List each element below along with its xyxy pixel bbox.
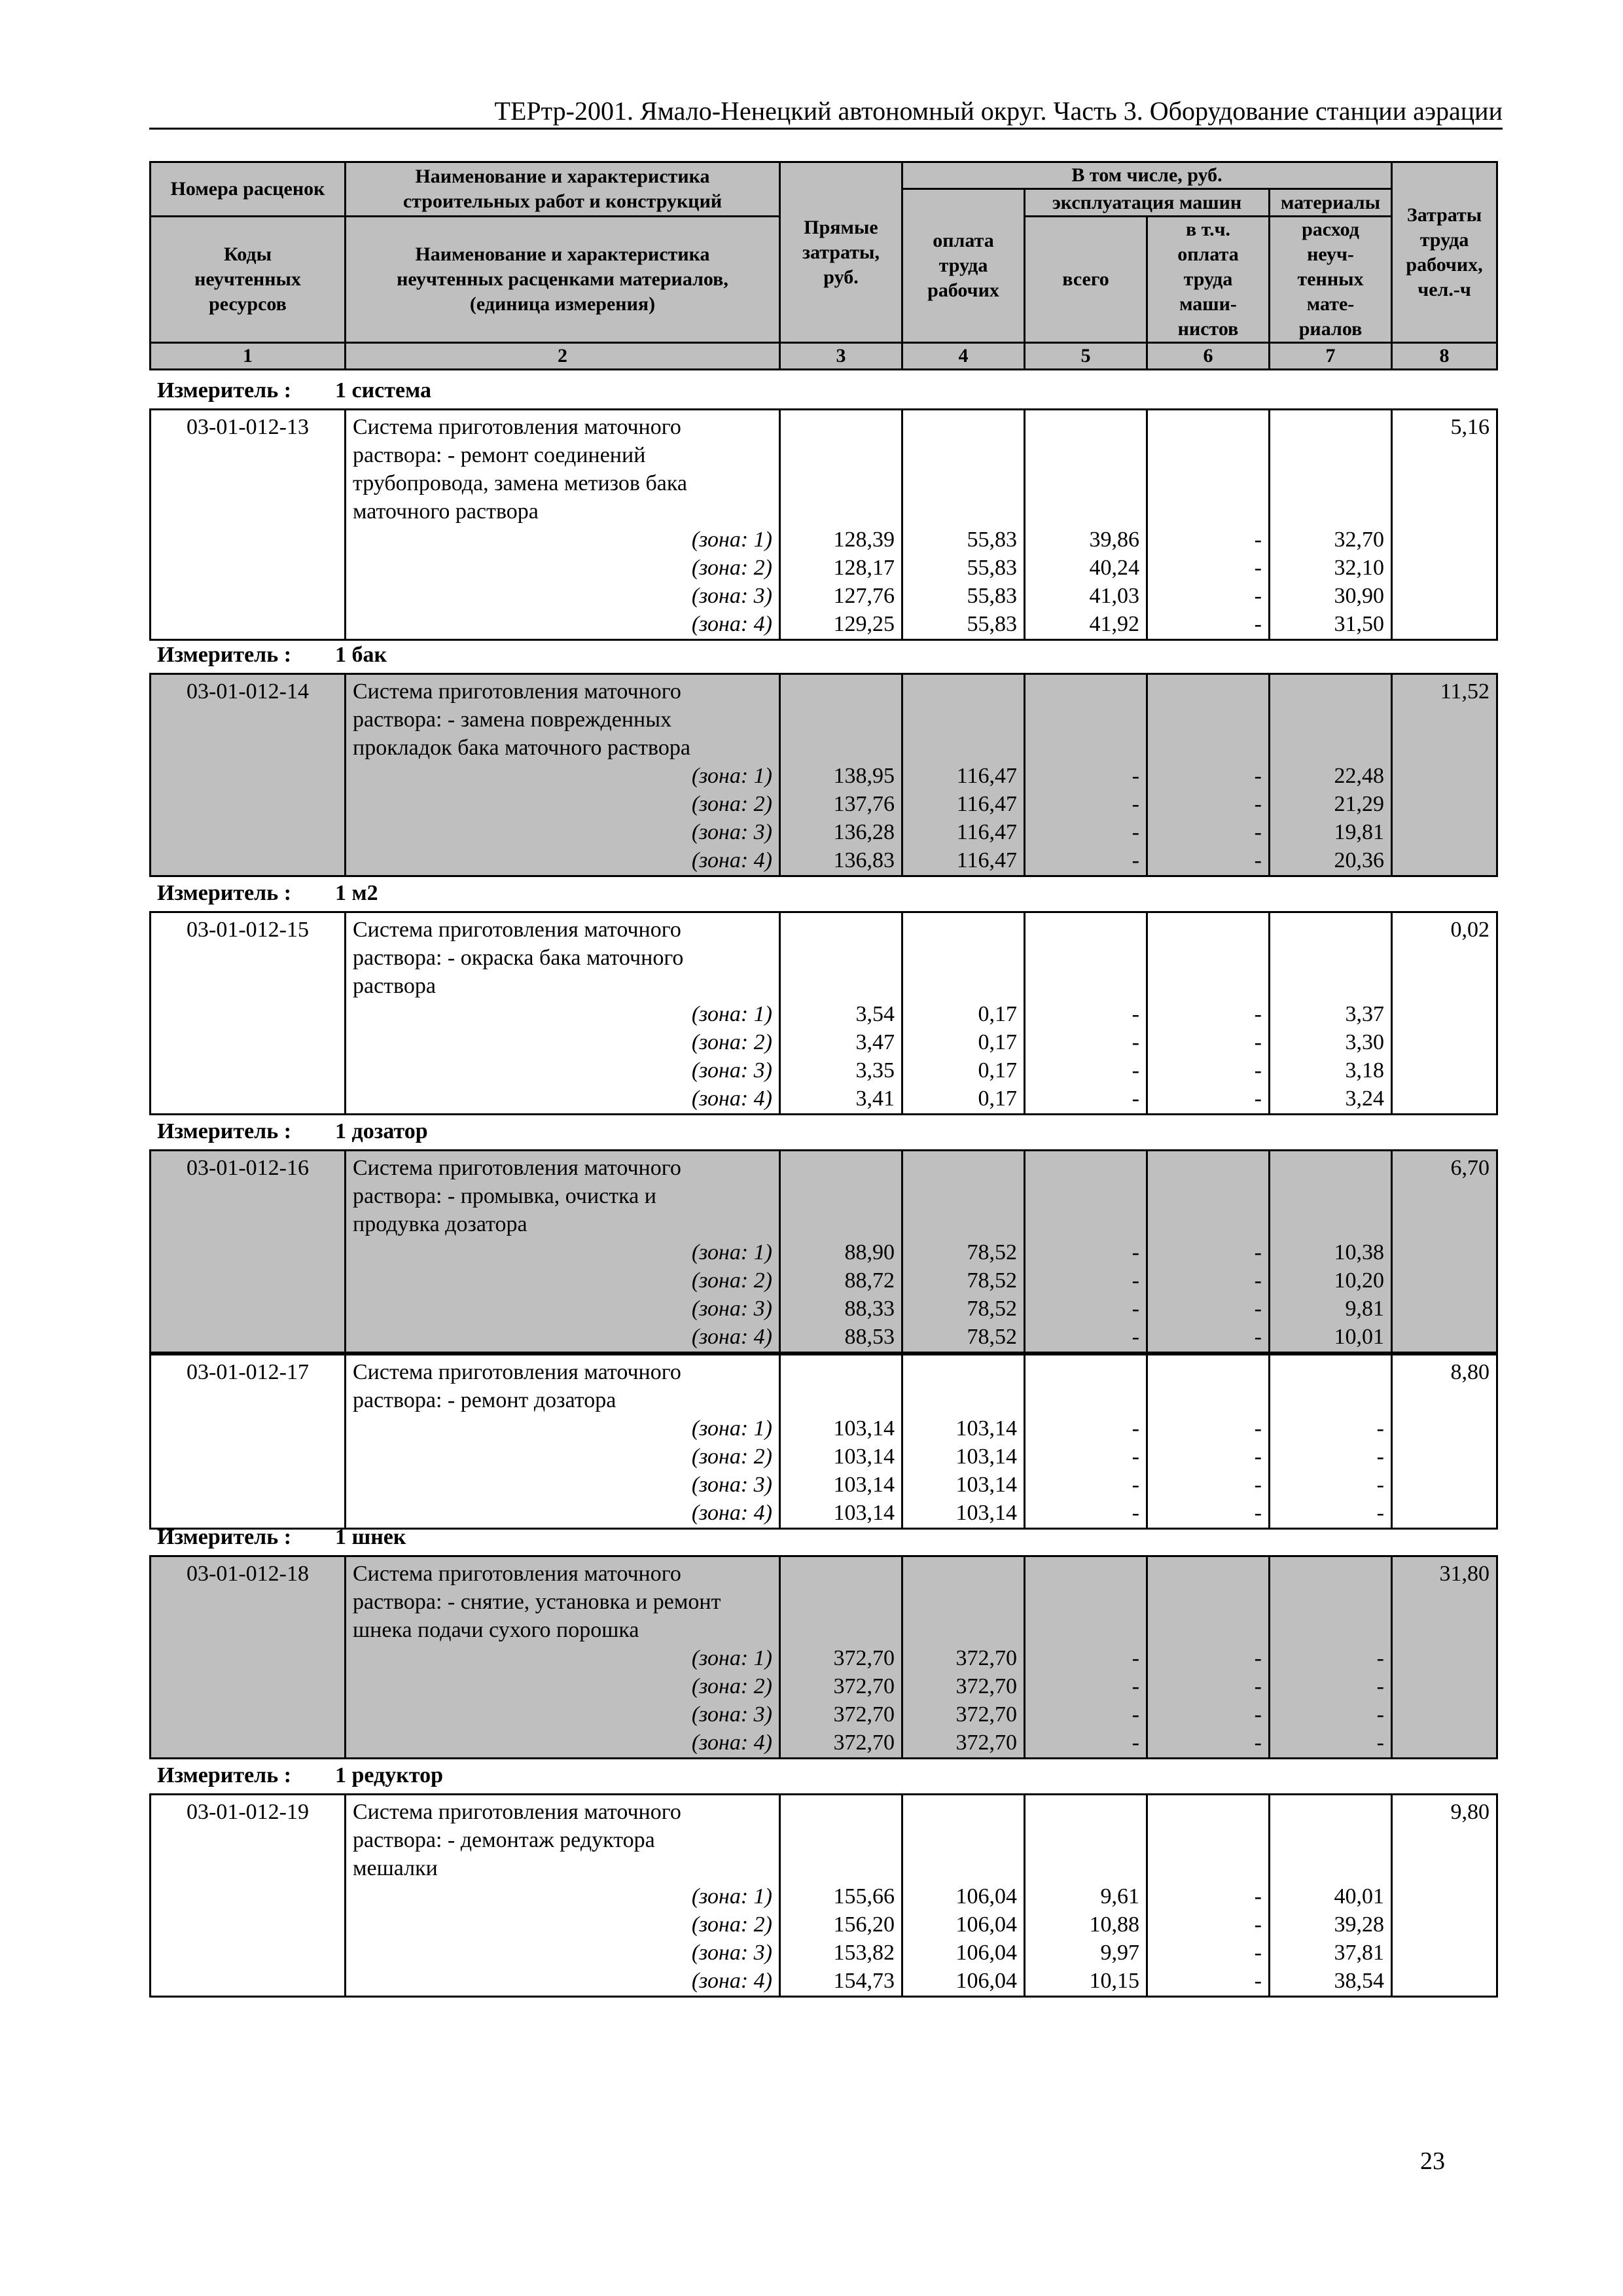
- rate-code: 03-01-012-13: [151, 410, 346, 640]
- direct-cost-value: 137,76: [833, 792, 895, 816]
- machinist-wages-value: -: [1254, 1297, 1262, 1321]
- material-cost-value: 31,50: [1334, 612, 1384, 636]
- material-cost-cell: [1270, 1556, 1392, 1759]
- worker-wages-value: 0,17: [978, 1086, 1017, 1111]
- rate-row: [149, 911, 1498, 1115]
- machine-cost-value: -: [1132, 1002, 1139, 1026]
- zone-label: (зона: 4): [691, 1325, 772, 1349]
- rate-row: [149, 408, 1498, 641]
- machinist-wages-cell: [1147, 1795, 1270, 1997]
- machine-cost-value: 41,03: [1089, 584, 1139, 608]
- zone-label: (зона: 4): [691, 1086, 772, 1111]
- material-cost-cell: [1270, 410, 1392, 640]
- table-header: [149, 161, 1498, 370]
- meter-unit: 1 редуктор: [335, 1763, 444, 1787]
- worker-wages-value: 116,47: [956, 764, 1017, 788]
- material-cost-value: 10,01: [1334, 1325, 1384, 1349]
- material-cost-cell: [1270, 674, 1392, 876]
- header-rate-numbers: Номера расценок: [151, 162, 346, 217]
- machinist-wages-value: -: [1254, 1941, 1262, 1965]
- machine-cost-cell: [1025, 674, 1147, 876]
- direct-cost-cell: [780, 912, 902, 1115]
- meter-line: [157, 1525, 406, 1550]
- worker-wages-value: 0,17: [978, 1002, 1017, 1026]
- rate-description: [346, 1556, 780, 1759]
- material-cost-value: 3,18: [1345, 1058, 1384, 1083]
- rate-row: [149, 1354, 1498, 1530]
- page-number: 23: [1420, 2147, 1445, 2175]
- machinist-wages-value: -: [1254, 1058, 1262, 1083]
- machine-cost-value: -: [1132, 1086, 1139, 1111]
- worker-wages-cell: [902, 1795, 1025, 1997]
- meter-unit: 1 м2: [335, 881, 378, 905]
- worker-wages-value: 106,04: [955, 1912, 1017, 1937]
- direct-cost-value: 153,82: [833, 1941, 895, 1965]
- zone-label: (зона: 2): [691, 792, 772, 816]
- worker-wages-value: 372,70: [955, 1702, 1017, 1727]
- worker-wages-value: 116,47: [956, 792, 1017, 816]
- machine-cost-value: -: [1132, 1297, 1139, 1321]
- zone-label: (зона: 2): [691, 1030, 772, 1054]
- direct-cost-cell: [780, 410, 902, 640]
- machinist-wages-value: -: [1254, 584, 1262, 608]
- zone-label: (зона: 1): [691, 1884, 772, 1909]
- material-cost-value: 3,37: [1345, 1002, 1384, 1026]
- machine-cost-value: -: [1132, 848, 1139, 872]
- meter-label: Измеритель :: [157, 881, 292, 905]
- zone-label: (зона: 3): [691, 1058, 772, 1083]
- machine-cost-value: -: [1132, 1268, 1139, 1293]
- machinist-wages-value: -: [1254, 1969, 1262, 1993]
- machinist-wages-value: -: [1254, 1030, 1262, 1054]
- machine-cost-cell: [1025, 1151, 1147, 1353]
- worker-wages-value: 372,70: [955, 1731, 1017, 1755]
- header-workers-wages: оплата труда рабочих: [902, 189, 1025, 343]
- worker-wages-value: 55,83: [967, 528, 1017, 552]
- zone-label: (зона: 4): [691, 1501, 772, 1525]
- material-cost-cell: [1270, 1795, 1392, 1997]
- column-number: 3: [780, 343, 902, 370]
- zone-label: (зона: 3): [691, 820, 772, 844]
- direct-cost-value: 3,54: [855, 1002, 895, 1026]
- direct-cost-cell: [780, 674, 902, 876]
- machine-cost-value: -: [1132, 1240, 1139, 1265]
- machinist-wages-value: -: [1254, 1473, 1262, 1497]
- direct-cost-value: 3,47: [855, 1030, 895, 1054]
- machinist-wages-value: -: [1254, 1268, 1262, 1293]
- material-cost-value: -: [1376, 1702, 1384, 1727]
- rate-row: [149, 1149, 1498, 1354]
- zone-label: (зона: 4): [691, 1969, 772, 1993]
- direct-cost-value: 372,70: [833, 1702, 895, 1727]
- description-line: раствора: - демонтаж редуктора: [353, 1828, 655, 1852]
- direct-cost-value: 88,33: [844, 1297, 895, 1321]
- machinist-wages-value: -: [1254, 1884, 1262, 1909]
- worker-wages-cell: [902, 1151, 1025, 1353]
- zone-label: (зона: 1): [691, 528, 772, 552]
- rate-row: [149, 673, 1498, 877]
- rate-description: [346, 410, 780, 640]
- machine-cost-cell: [1025, 410, 1147, 640]
- direct-cost-value: 155,66: [833, 1884, 895, 1909]
- worker-wages-value: 55,83: [967, 612, 1017, 636]
- worker-wages-cell: [902, 410, 1025, 640]
- worker-wages-cell: [902, 674, 1025, 876]
- worker-wages-cell: [902, 1556, 1025, 1759]
- description-line: раствора: - ремонт дозатора: [353, 1388, 616, 1412]
- material-cost-value: -: [1376, 1501, 1384, 1525]
- labor-cost-value: 6,70: [1392, 1151, 1497, 1353]
- header-direct-costs: Прямые затраты, руб.: [780, 162, 902, 343]
- zone-label: (зона: 3): [691, 1702, 772, 1727]
- machinist-wages-cell: [1147, 912, 1270, 1115]
- column-number: 5: [1025, 343, 1147, 370]
- direct-cost-value: 3,41: [855, 1086, 895, 1111]
- meter-line: [157, 643, 387, 668]
- worker-wages-value: 103,14: [955, 1501, 1017, 1525]
- meter-line: [157, 1119, 428, 1144]
- description-line: Система приготовления маточного: [353, 1360, 681, 1384]
- description-line: Система приготовления маточного: [353, 679, 681, 704]
- direct-cost-value: 3,35: [855, 1058, 895, 1083]
- machine-cost-value: 9,97: [1100, 1941, 1139, 1965]
- header-materials-usage: расход неуч- тенных мате- риалов: [1270, 217, 1392, 343]
- material-cost-value: 10,38: [1334, 1240, 1384, 1265]
- description-line: раствора: - ремонт соединений: [353, 443, 646, 467]
- direct-cost-value: 129,25: [833, 612, 895, 636]
- description-line: раствора: [353, 974, 436, 998]
- description-line: раствора: - замена поврежденных: [353, 708, 672, 732]
- material-cost-value: 40,01: [1334, 1884, 1384, 1909]
- rate-description: [346, 912, 780, 1115]
- direct-cost-cell: [780, 1795, 902, 1997]
- machine-cost-cell: [1025, 1795, 1147, 1997]
- machinist-wages-value: -: [1254, 1702, 1262, 1727]
- machine-cost-value: 41,92: [1089, 612, 1139, 636]
- direct-cost-value: 103,14: [833, 1501, 895, 1525]
- description-line: раствора: - окраска бака маточного: [353, 946, 684, 970]
- machine-cost-value: -: [1132, 1444, 1139, 1469]
- rate-row: [149, 1793, 1498, 1998]
- description-line: Система приготовления маточного: [353, 1800, 681, 1824]
- header-unaccounted-materials: Наименование и характеристика неучтенных расценками материалов, (единица измерения): [346, 217, 780, 343]
- machine-cost-value: 9,61: [1100, 1884, 1139, 1909]
- direct-cost-value: 103,14: [833, 1444, 895, 1469]
- description-line: маточного раствора: [353, 499, 539, 524]
- meter-line: [157, 1763, 443, 1788]
- worker-wages-value: 0,17: [978, 1030, 1017, 1054]
- rate-description: [346, 1151, 780, 1353]
- rate-code: 03-01-012-19: [151, 1795, 346, 1997]
- description-line: продувка дозатора: [353, 1212, 527, 1236]
- meter-label: Измеритель :: [157, 1119, 292, 1143]
- zone-label: (зона: 4): [691, 848, 772, 872]
- direct-cost-value: 136,83: [833, 848, 895, 872]
- meter-unit: 1 бак: [335, 643, 387, 667]
- machinist-wages-value: -: [1254, 612, 1262, 636]
- material-cost-value: 30,90: [1334, 584, 1384, 608]
- machine-cost-cell: [1025, 1556, 1147, 1759]
- zone-label: (зона: 4): [691, 612, 772, 636]
- worker-wages-value: 78,52: [967, 1297, 1017, 1321]
- worker-wages-value: 78,52: [967, 1325, 1017, 1349]
- worker-wages-value: 372,70: [955, 1646, 1017, 1670]
- description-line: раствора: - промывка, очистка и: [353, 1184, 656, 1208]
- labor-cost-value: 8,80: [1392, 1355, 1497, 1529]
- zone-label: (зона: 3): [691, 1297, 772, 1321]
- header-machinists-wages: в т.ч. оплата труда маши- нистов: [1147, 217, 1270, 343]
- zone-label: (зона: 2): [691, 1674, 772, 1698]
- machine-cost-value: 39,86: [1089, 528, 1139, 552]
- material-cost-value: 21,29: [1334, 792, 1384, 816]
- worker-wages-value: 0,17: [978, 1058, 1017, 1083]
- machine-cost-value: -: [1132, 1501, 1139, 1525]
- machinist-wages-value: -: [1254, 1240, 1262, 1265]
- worker-wages-value: 78,52: [967, 1268, 1017, 1293]
- meter-unit: 1 система: [335, 378, 431, 403]
- description-line: Система приготовления маточного: [353, 918, 681, 942]
- machinist-wages-value: -: [1254, 1416, 1262, 1441]
- worker-wages-value: 106,04: [955, 1969, 1017, 1993]
- worker-wages-value: 106,04: [955, 1941, 1017, 1965]
- machine-cost-value: -: [1132, 792, 1139, 816]
- machinist-wages-value: -: [1254, 792, 1262, 816]
- machinist-wages-cell: [1147, 410, 1270, 640]
- machine-cost-value: -: [1132, 1674, 1139, 1698]
- machinist-wages-cell: [1147, 674, 1270, 876]
- material-cost-value: 22,48: [1334, 764, 1384, 788]
- column-number: 7: [1270, 343, 1392, 370]
- rate-code: 03-01-012-14: [151, 674, 346, 876]
- header-work-name: Наименование и характеристика строительных работ и конструкций: [346, 162, 780, 217]
- zone-label: (зона: 1): [691, 1646, 772, 1670]
- description-line: трубопровода, замена метизов бака: [353, 471, 687, 495]
- worker-wages-value: 55,83: [967, 556, 1017, 580]
- material-cost-value: 38,54: [1334, 1969, 1384, 1993]
- material-cost-value: 3,24: [1345, 1086, 1384, 1111]
- machinist-wages-value: -: [1254, 1731, 1262, 1755]
- worker-wages-cell: [902, 912, 1025, 1115]
- zone-label: (зона: 2): [691, 556, 772, 580]
- labor-cost-value: 9,80: [1392, 1795, 1497, 1997]
- worker-wages-value: 116,47: [956, 820, 1017, 844]
- zone-label: (зона: 1): [691, 1240, 772, 1265]
- direct-cost-value: 88,72: [844, 1268, 895, 1293]
- material-cost-value: 20,36: [1334, 848, 1384, 872]
- machinist-wages-value: -: [1254, 1002, 1262, 1026]
- direct-cost-value: 88,90: [844, 1240, 895, 1265]
- machine-cost-value: -: [1132, 1325, 1139, 1349]
- description-line: Система приготовления маточного: [353, 415, 681, 439]
- zone-label: (зона: 1): [691, 1416, 772, 1441]
- worker-wages-value: 106,04: [955, 1884, 1017, 1909]
- machinist-wages-value: -: [1254, 1912, 1262, 1937]
- zone-label: (зона: 2): [691, 1268, 772, 1293]
- machinist-wages-value: -: [1254, 1086, 1262, 1111]
- zone-label: (зона: 3): [691, 1941, 772, 1965]
- worker-wages-value: 103,14: [955, 1473, 1017, 1497]
- direct-cost-cell: [780, 1355, 902, 1529]
- machine-cost-value: -: [1132, 1030, 1139, 1054]
- meter-label: Измеритель :: [157, 378, 292, 403]
- header-unaccounted-codes: Коды неучтенных ресурсов: [151, 217, 346, 343]
- column-number: 1: [151, 343, 346, 370]
- machine-cost-value: 10,15: [1089, 1969, 1139, 1993]
- header-machines-total: всего: [1025, 217, 1147, 343]
- column-number: 4: [902, 343, 1025, 370]
- worker-wages-cell: [902, 1355, 1025, 1529]
- material-cost-cell: [1270, 1151, 1392, 1353]
- zone-label: (зона: 3): [691, 1473, 772, 1497]
- machinist-wages-value: -: [1254, 764, 1262, 788]
- rate-code: 03-01-012-15: [151, 912, 346, 1115]
- header-labor-costs: Затраты труда рабочих, чел.-ч: [1392, 162, 1497, 343]
- machinist-wages-value: -: [1254, 556, 1262, 580]
- direct-cost-value: 88,53: [844, 1325, 895, 1349]
- worker-wages-value: 55,83: [967, 584, 1017, 608]
- machinist-wages-cell: [1147, 1556, 1270, 1759]
- machinist-wages-value: -: [1254, 1325, 1262, 1349]
- header-including: В том числе, руб.: [902, 162, 1392, 189]
- zone-label: (зона: 1): [691, 1002, 772, 1026]
- meter-line: [157, 881, 378, 906]
- direct-cost-value: 154,73: [833, 1969, 895, 1993]
- machine-cost-value: -: [1132, 1473, 1139, 1497]
- rate-code: 03-01-012-18: [151, 1556, 346, 1759]
- labor-cost-value: 31,80: [1392, 1556, 1497, 1759]
- material-cost-value: -: [1376, 1444, 1384, 1469]
- material-cost-value: 39,28: [1334, 1912, 1384, 1937]
- direct-cost-value: 138,95: [833, 764, 895, 788]
- zone-label: (зона: 1): [691, 764, 772, 788]
- machinist-wages-value: -: [1254, 820, 1262, 844]
- material-cost-value: -: [1376, 1731, 1384, 1755]
- machine-cost-value: -: [1132, 1731, 1139, 1755]
- machinist-wages-cell: [1147, 1151, 1270, 1353]
- machinist-wages-value: -: [1254, 1501, 1262, 1525]
- material-cost-value: 32,70: [1334, 528, 1384, 552]
- machine-cost-value: 10,88: [1089, 1912, 1139, 1937]
- worker-wages-value: 116,47: [956, 848, 1017, 872]
- rate-row: [149, 1555, 1498, 1759]
- direct-cost-value: 372,70: [833, 1731, 895, 1755]
- machine-cost-value: -: [1132, 1058, 1139, 1083]
- material-cost-value: 19,81: [1334, 820, 1384, 844]
- description-line: мешалки: [353, 1856, 438, 1880]
- meter-label: Измеритель :: [157, 1525, 292, 1549]
- description-line: Система приготовления маточного: [353, 1562, 681, 1586]
- material-cost-value: 9,81: [1345, 1297, 1384, 1321]
- machine-cost-value: 40,24: [1089, 556, 1139, 580]
- worker-wages-value: 103,14: [955, 1416, 1017, 1441]
- rate-description: [346, 1355, 780, 1529]
- description-line: прокладок бака маточного раствора: [353, 736, 690, 760]
- machine-cost-value: -: [1132, 820, 1139, 844]
- meter-line: [157, 378, 431, 403]
- header-rule: [149, 128, 1503, 130]
- machinist-wages-value: -: [1254, 848, 1262, 872]
- material-cost-value: -: [1376, 1674, 1384, 1698]
- direct-cost-value: 372,70: [833, 1674, 895, 1698]
- machinist-wages-cell: [1147, 1355, 1270, 1529]
- machine-cost-value: -: [1132, 764, 1139, 788]
- worker-wages-value: 78,52: [967, 1240, 1017, 1265]
- machinist-wages-value: -: [1254, 528, 1262, 552]
- direct-cost-value: 103,14: [833, 1473, 895, 1497]
- direct-cost-value: 136,28: [833, 820, 895, 844]
- rate-code: 03-01-012-17: [151, 1355, 346, 1529]
- description-line: шнека подачи сухого порошка: [353, 1618, 639, 1642]
- rate-code: 03-01-012-16: [151, 1151, 346, 1353]
- material-cost-value: -: [1376, 1646, 1384, 1670]
- worker-wages-value: 103,14: [955, 1444, 1017, 1469]
- column-number: 2: [346, 343, 780, 370]
- machine-cost-value: -: [1132, 1416, 1139, 1441]
- meter-unit: 1 шнек: [335, 1525, 406, 1549]
- column-number: 6: [1147, 343, 1270, 370]
- meter-label: Измеритель :: [157, 643, 292, 667]
- machinist-wages-value: -: [1254, 1444, 1262, 1469]
- direct-cost-value: 103,14: [833, 1416, 895, 1441]
- material-cost-value: -: [1376, 1473, 1384, 1497]
- meter-label: Измеритель :: [157, 1763, 292, 1787]
- machine-cost-value: -: [1132, 1646, 1139, 1670]
- running-header: ТЕРтр-2001. Ямало-Ненецкий автономный округ. Часть 3. Оборудование станции аэрации: [494, 96, 1503, 126]
- description-line: Система приготовления маточного: [353, 1156, 681, 1180]
- material-cost-cell: [1270, 1355, 1392, 1529]
- zone-label: (зона: 3): [691, 584, 772, 608]
- rate-description: [346, 674, 780, 876]
- material-cost-cell: [1270, 912, 1392, 1115]
- zone-label: (зона: 2): [691, 1912, 772, 1937]
- meter-unit: 1 дозатор: [335, 1119, 428, 1143]
- direct-cost-value: 372,70: [833, 1646, 895, 1670]
- material-cost-value: 32,10: [1334, 556, 1384, 580]
- zone-label: (зона: 4): [691, 1731, 772, 1755]
- header-machines: эксплуатация машин: [1025, 189, 1270, 217]
- labor-cost-value: 11,52: [1392, 674, 1497, 876]
- material-cost-value: 3,30: [1345, 1030, 1384, 1054]
- rate-description: [346, 1795, 780, 1997]
- machine-cost-cell: [1025, 912, 1147, 1115]
- description-line: раствора: - снятие, установка и ремонт: [353, 1590, 721, 1614]
- labor-cost-value: 0,02: [1392, 912, 1497, 1115]
- labor-cost-value: 5,16: [1392, 410, 1497, 640]
- direct-cost-cell: [780, 1556, 902, 1759]
- column-number: 8: [1392, 343, 1497, 370]
- direct-cost-value: 128,39: [833, 528, 895, 552]
- machine-cost-cell: [1025, 1355, 1147, 1529]
- worker-wages-value: 372,70: [955, 1674, 1017, 1698]
- direct-cost-value: 127,76: [833, 584, 895, 608]
- direct-cost-value: 156,20: [833, 1912, 895, 1937]
- material-cost-value: -: [1376, 1416, 1384, 1441]
- machinist-wages-value: -: [1254, 1674, 1262, 1698]
- direct-cost-cell: [780, 1151, 902, 1353]
- direct-cost-value: 128,17: [833, 556, 895, 580]
- material-cost-value: 10,20: [1334, 1268, 1384, 1293]
- zone-label: (зона: 2): [691, 1444, 772, 1469]
- material-cost-value: 37,81: [1334, 1941, 1384, 1965]
- header-materials: материалы: [1270, 189, 1392, 217]
- machine-cost-value: -: [1132, 1702, 1139, 1727]
- machinist-wages-value: -: [1254, 1646, 1262, 1670]
